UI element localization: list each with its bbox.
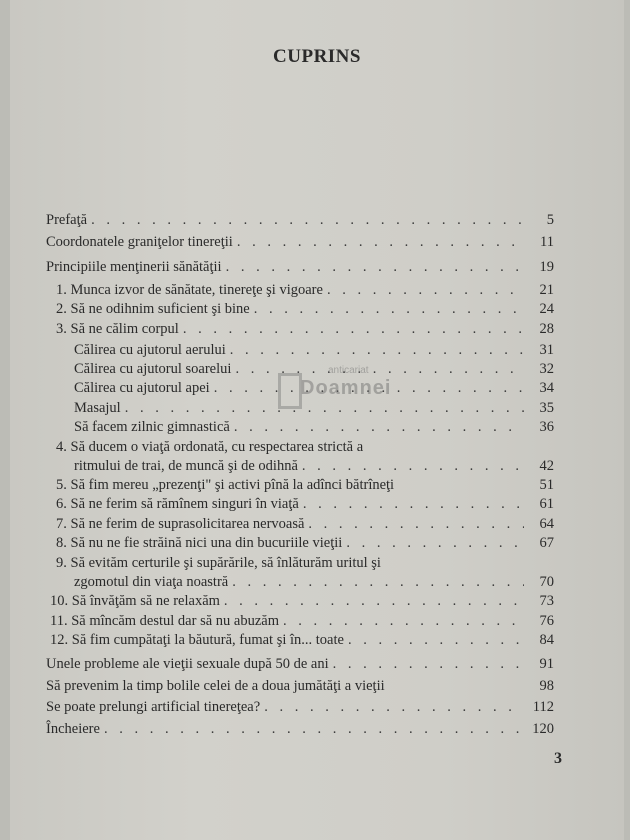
toc-entry <box>10 514 554 534</box>
toc-entry-prefata <box>10 210 554 230</box>
toc-entry-page: 67 <box>539 535 554 551</box>
toc-entry-page: 112 <box>532 699 554 715</box>
toc-entry <box>10 232 554 252</box>
toc-entry <box>10 437 554 457</box>
toc-entry-text: Principiile menţinerii sănătăţii <box>46 259 222 275</box>
toc-entry-text: Călirea cu ajutorul apei <box>74 380 210 396</box>
toc-entry-page: 61 <box>539 496 554 512</box>
toc-entry-text: 10. Să învăţăm să ne relaxăm <box>50 593 220 609</box>
toc-entry <box>10 591 554 611</box>
toc-entry-page: 84 <box>539 632 554 648</box>
toc-entry-text: 12. Să fim cumpătaţi la băutură, fumat şi în... toate <box>50 632 344 648</box>
toc-entry <box>10 719 554 739</box>
toc-entry-text: Să prevenim la timp bolile celei de a doua jumătăţi a vieţii <box>46 678 385 694</box>
toc-entry-page: 24 <box>539 301 554 317</box>
toc-entry-text: Coordonatele graniţelor tinereţii <box>46 234 233 250</box>
toc-entry-page: 70 <box>539 574 554 590</box>
toc-entry <box>10 676 554 696</box>
toc-entry <box>10 319 554 339</box>
toc-entry-text: Călirea cu ajutorul aerului <box>74 342 226 358</box>
toc-entry-text: 4. Să ducem o viaţă ordonată, cu respectarea strictă a <box>56 439 364 455</box>
page-title: CUPRINS <box>273 46 361 67</box>
toc-entry-text: 1. Munca izvor de sănătate, tinereţe şi vigoare <box>56 282 323 298</box>
toc-entry-text: Călirea cu ajutorul soarelui <box>74 361 232 377</box>
toc-entry-page: 32 <box>539 361 554 377</box>
book-page <box>10 0 624 840</box>
toc-entry-page: 51 <box>539 477 554 493</box>
toc-entry-text: 2. Să ne odihnim suficient şi bine <box>56 301 250 317</box>
toc-entry-page: 120 <box>532 721 554 737</box>
watermark-small-text: anticariat <box>328 365 369 376</box>
toc-entry-page: 5 <box>546 212 554 228</box>
toc-entry <box>10 654 554 674</box>
toc-entry-page: 64 <box>539 516 554 532</box>
toc-entry-text: ritmului de trai, de muncă şi de odihnă <box>74 458 298 474</box>
toc-entry <box>10 299 554 319</box>
toc-entry-continuation <box>10 572 554 592</box>
toc-entry-text: 9. Să evităm certurile şi supărările, să înlăturăm uritul şi <box>56 555 381 571</box>
watermark-logo <box>278 365 398 411</box>
toc-entry-page: 11 <box>540 234 554 250</box>
toc-subentry <box>10 340 554 360</box>
toc-entry-page: 21 <box>539 282 554 298</box>
toc-entry-text: zgomotul din viaţa noastră <box>74 574 229 590</box>
toc-entry-page: 91 <box>539 656 554 672</box>
toc-entry-page: 36 <box>539 419 554 435</box>
toc-entry-page: 98 <box>539 678 554 694</box>
toc-entry <box>10 630 554 650</box>
toc-entry-page: 42 <box>539 458 554 474</box>
toc-subentry <box>10 417 554 437</box>
toc-entry-text: 3. Să ne călim corpul <box>56 321 179 337</box>
toc-entry <box>10 611 554 631</box>
toc-entry-text: 11. Să mîncăm destul dar să nu abuzăm <box>50 613 279 629</box>
toc-entry-text: Încheiere <box>46 721 100 737</box>
page-number: 3 <box>554 750 562 767</box>
toc-entry-page: 19 <box>539 259 554 275</box>
toc-entry-page: 34 <box>539 380 554 396</box>
toc-entry-continuation <box>10 456 554 476</box>
toc-entry <box>10 553 554 573</box>
toc-entry-page: 76 <box>539 613 554 629</box>
toc-entry <box>10 697 554 717</box>
toc-entry-page: 73 <box>539 593 554 609</box>
toc-entry-page: 31 <box>539 342 554 358</box>
toc-entry <box>10 475 554 495</box>
toc-entry-text: Prefaţă <box>46 212 88 228</box>
toc-entry-page: 28 <box>539 321 554 337</box>
toc-entry-text: 8. Să nu ne fie străină nici una din bucuriile vieţii <box>56 535 343 551</box>
watermark-big-text: Doamnei <box>300 377 392 399</box>
toc-entry <box>10 280 554 300</box>
toc-entry-text: 6. Să ne ferim să rămînem singuri în viaţă <box>56 496 299 512</box>
toc-entry-text: 5. Să fim mereu „prezenţi" şi activi pînă la adînci bătrîneţi <box>56 477 395 493</box>
toc-entry <box>10 533 554 553</box>
toc-entry-text: 7. Să ne ferim de suprasolicitarea nervoasă <box>56 516 305 532</box>
toc-entry-text: Masajul <box>74 400 121 416</box>
toc-entry-text: Să facem zilnic gimnastică <box>74 419 230 435</box>
toc-entry <box>10 257 554 277</box>
toc-entry-text: Se poate prelungi artificial tinereţea? <box>46 699 261 715</box>
toc-entry-text: Unele probleme ale vieţii sexuale după 50 de ani <box>46 656 329 672</box>
toc-entry <box>10 494 554 514</box>
toc-entry-page: 35 <box>539 400 554 416</box>
